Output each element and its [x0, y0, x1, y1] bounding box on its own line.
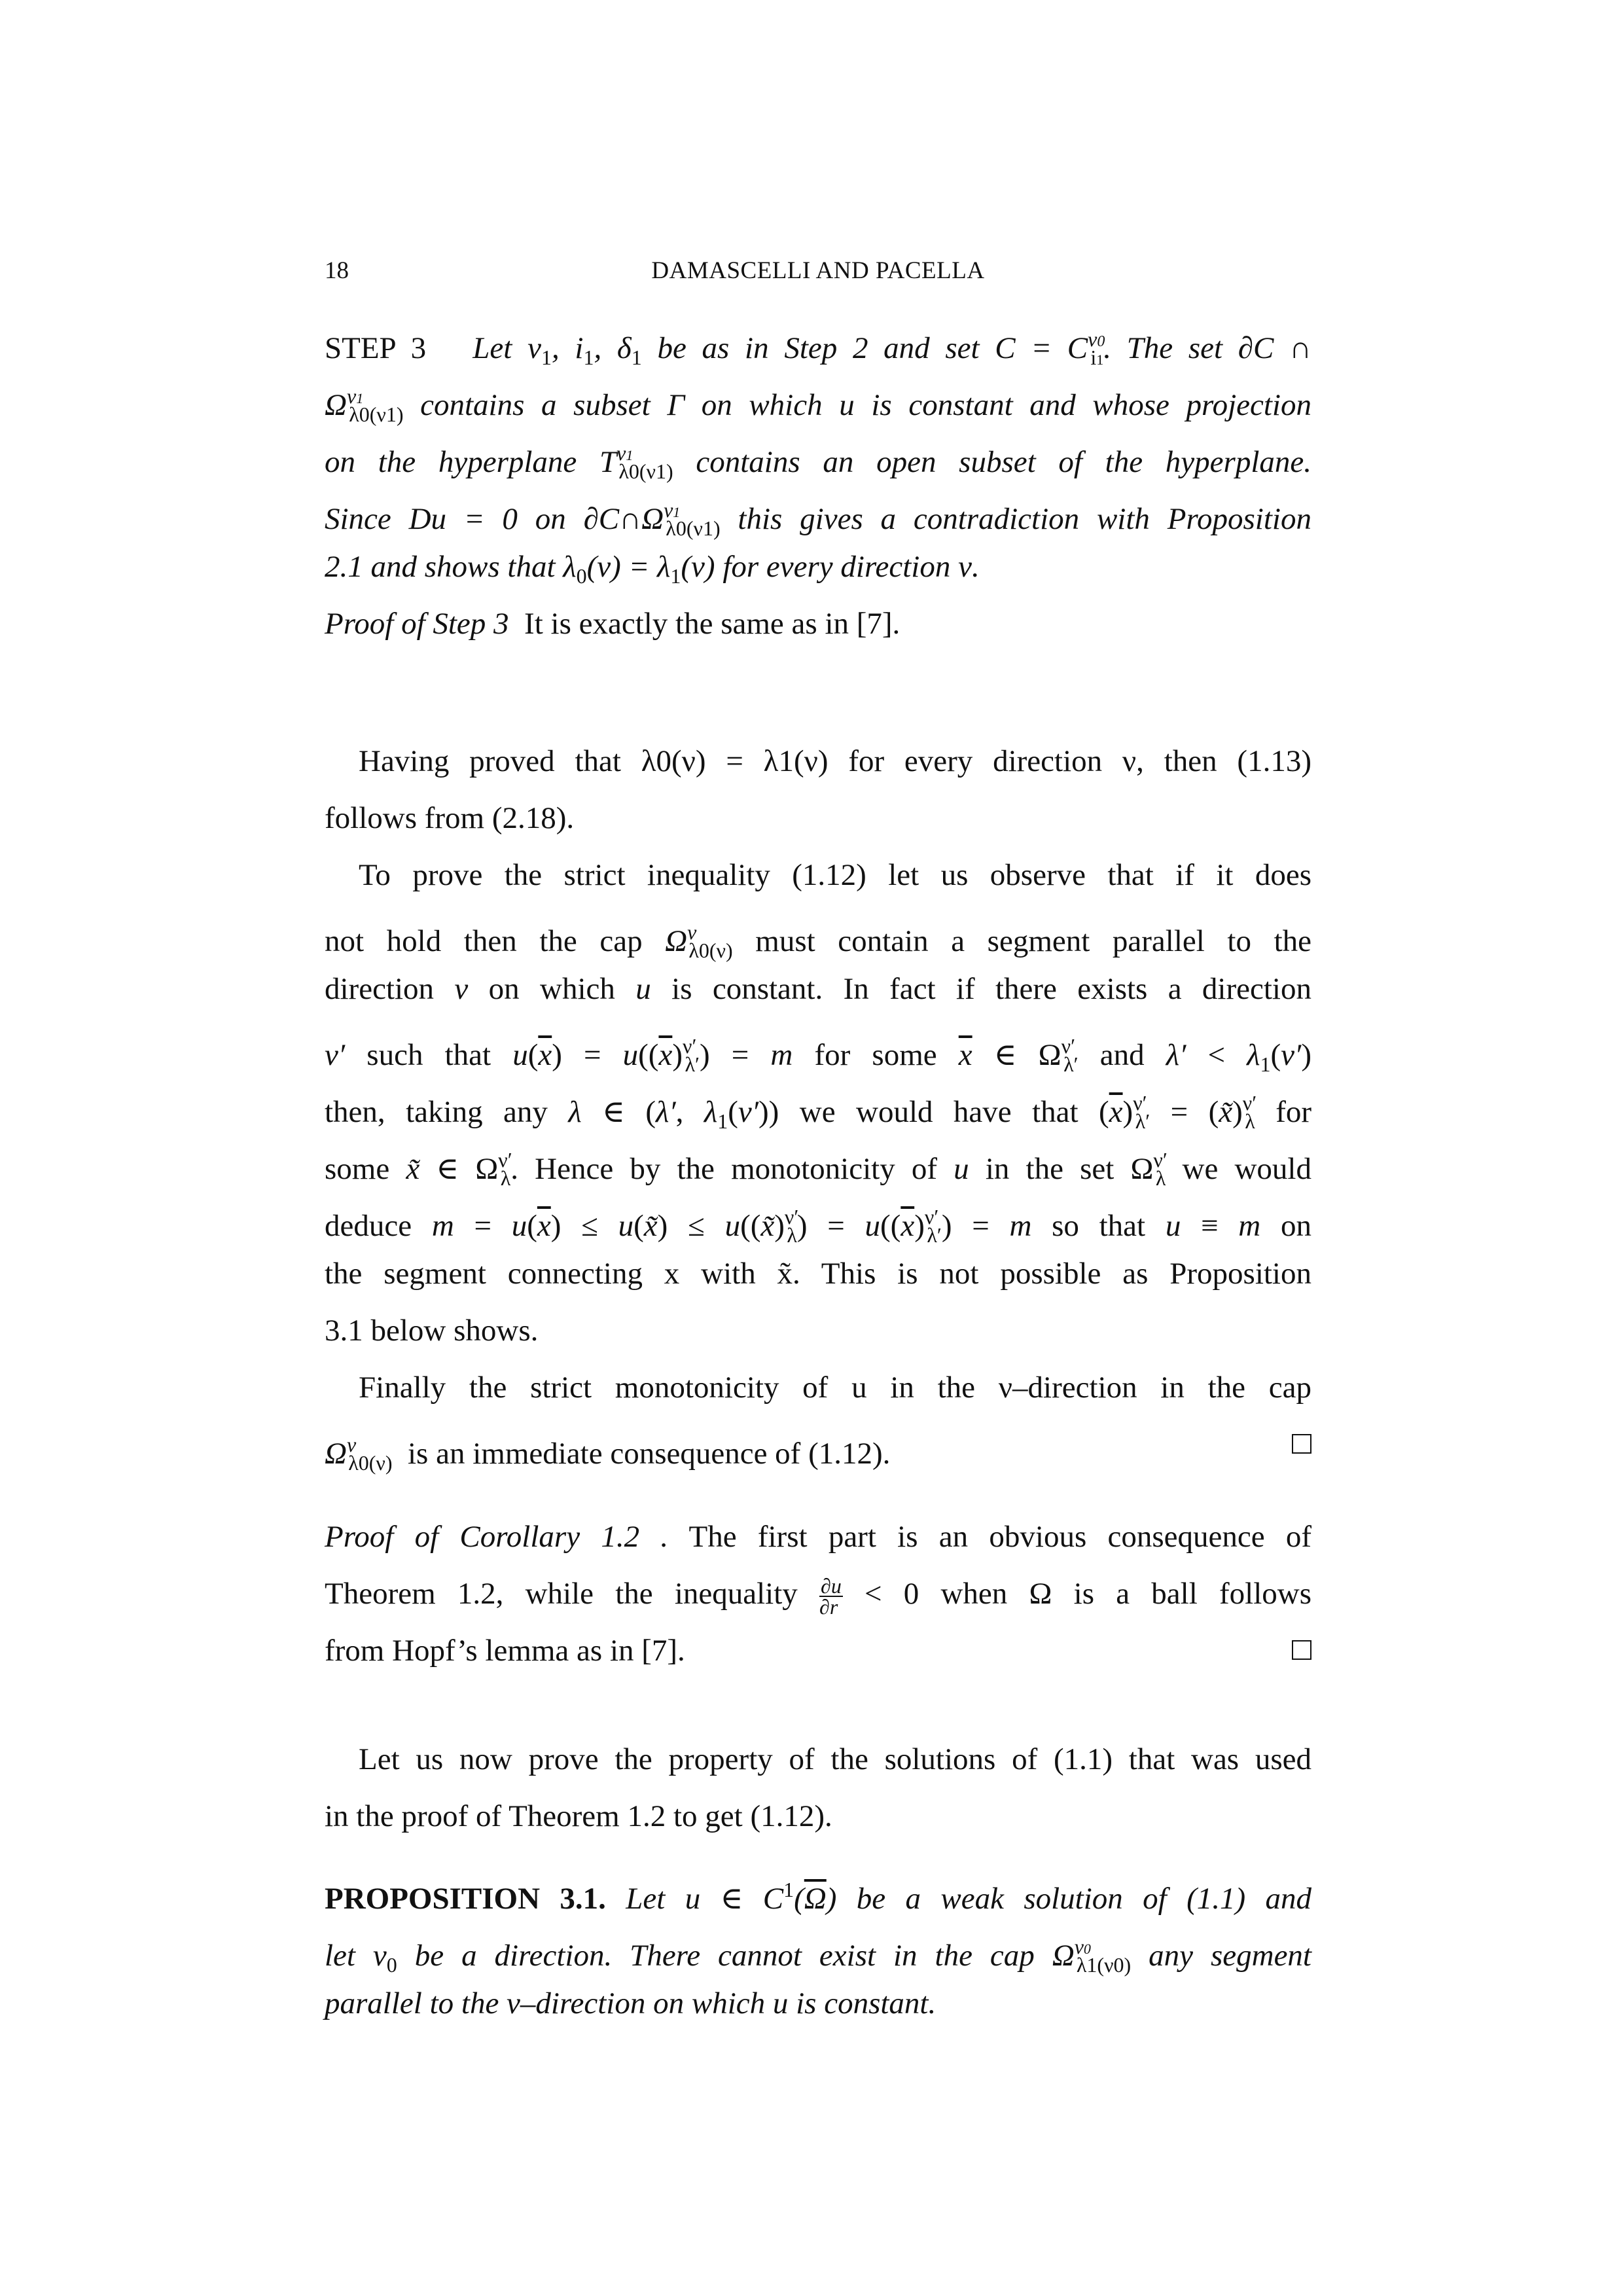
step3-line-4: Since Du = 0 on $\partial C\cap\Omega^{\nu 1}_{\lambda 0(\nu 1)}$ this gives a contradiction with Proposition	[325, 498, 1311, 540]
page-number: 18	[325, 257, 349, 284]
step3-line-2: $\Omega^{\nu 1}_{\lambda 0(\nu 1)}$ contains a subset Γ on which u is constant and whose projection	[325, 384, 1311, 426]
proof-step3-line	[325, 604, 1311, 643]
para2-line-8: the segment connecting x with x̃. This is not possible as Proposition	[325, 1257, 1311, 1291]
para1-line-2: follows from (2.18).	[325, 801, 575, 835]
corollary-proof-label: Proof of Corollary 1.2 .	[325, 1520, 669, 1554]
step3-line-1: STEP 3 Let $\nu_1$, $i_1$, $\delta_1$ be as in Step 2 and set $C = C^{\nu 0}_{i1}$. The set ∂C ∩	[325, 327, 1312, 369]
page-header	[325, 257, 1311, 296]
para2-line-2: not hold then the cap $\Omega^\nu_{\lambda 0(\nu)}$ must contain a segment parallel to the	[325, 920, 1311, 962]
para4-line-1: Let us now prove the property of the solutions of (1.1) that was used	[359, 1742, 1311, 1776]
running-title: DAMASCELLI AND PACELLA	[651, 257, 985, 284]
para2-line-6: some x̃ ∈ $\Omega^{\nu'}_\lambda$. Hence by the monotonicity of u in the set $\Omega^{\nu'}_\lambda$ we would	[325, 1148, 1311, 1190]
para2-line-3: direction ν on which u is constant. In fact if there exists a direction	[325, 972, 1311, 1006]
proof-step3-text: It is exactly the same as in [7].	[524, 607, 901, 641]
para3-line-2: $\Omega^\nu_{\lambda 0(\nu)}$ is an immediate consequence of (1.12).	[325, 1425, 1311, 1482]
para2-line-4: ν′ such that $u(\overline{x}) = u((\overline{x})^{\nu'}_{\lambda'}) = m$ for some $\overline{x}$ ∈ $\Omega^{\nu'}_{\lambda'}$ and $\lambda' < \lambda_1(\nu')$	[325, 1034, 1311, 1076]
corollary-line-1	[325, 1517, 1311, 1556]
proposition-label: PROPOSITION 3.1.	[325, 1882, 606, 1916]
proposition-line-2: let $\nu_0$ be a direction. There cannot exist in the cap $\Omega^{\nu 0}_{\lambda 1(\nu 0)}$ any segment	[325, 1935, 1311, 1977]
corollary-line-3-text: from Hopf’s lemma as in [7].	[325, 1634, 685, 1668]
corollary-line-2: Theorem 1.2, while the inequality $\frac{\partial u}{\partial r}$ < 0 when Ω is a ball follows	[325, 1574, 1311, 1619]
para2-line-5: then, taking any λ ∈ (λ′, $\lambda_1(\nu')$) we would have that $(\overline{x})^{\nu'}_{\lambda'}$ = (x̃)$^{\nu'}_\lambda$ for	[325, 1091, 1311, 1133]
para3-line-2-text: is an immediate consequence of (1.12).	[408, 1437, 891, 1471]
qed-square-icon	[1292, 1434, 1311, 1454]
para2-line-9: 3.1 below shows.	[325, 1314, 539, 1348]
para3-line-1: Finally the strict monotonicity of u in the ν–direction in the cap	[359, 1371, 1311, 1405]
proof-step3-label: Proof of Step 3	[325, 607, 509, 641]
du-dr-fraction: $\frac{\partial u}{\partial r}$	[819, 1574, 842, 1619]
para2-line-7: deduce $m = u(\overline{x})$ ≤ u(x̃) ≤ u((x̃)$^{\nu'}_\lambda$) = $u((\overline{x})^{\nu'}_{\lambda'}) = m$ so that u ≡ m on	[325, 1205, 1311, 1247]
step3-label: STEP 3	[325, 331, 427, 365]
corollary-line-3	[325, 1631, 1311, 1670]
proposition-line-1: PROPOSITION 3.1. Let u ∈ $C^1(\overline{\Omega})$ be a weak solution of (1.1) and	[325, 1878, 1312, 1916]
step3-line-3: on the hyperplane $T^{\nu 1}_{\lambda 0(\nu 1)}$ contains an open subset of the hyperplane.	[325, 441, 1311, 483]
para1-line-1: Having proved that λ0(ν) = λ1(ν) for every direction ν, then (1.13)	[359, 744, 1311, 778]
corollary-line-1-text: The first part is an obvious consequence of	[688, 1520, 1312, 1554]
para4-line-2: in the proof of Theorem 1.2 to get (1.12).	[325, 1799, 832, 1833]
para2-line-1: To prove the strict inequality (1.12) let us observe that if it does	[359, 858, 1311, 892]
qed-square-icon	[1292, 1640, 1311, 1660]
proposition-line-3: parallel to the ν–direction on which u is constant.	[325, 1986, 936, 2020]
step3-line-5: 2.1 and shows that $\lambda_0(\nu) = \lambda_1(\nu)$ for every direction ν.	[325, 550, 980, 588]
